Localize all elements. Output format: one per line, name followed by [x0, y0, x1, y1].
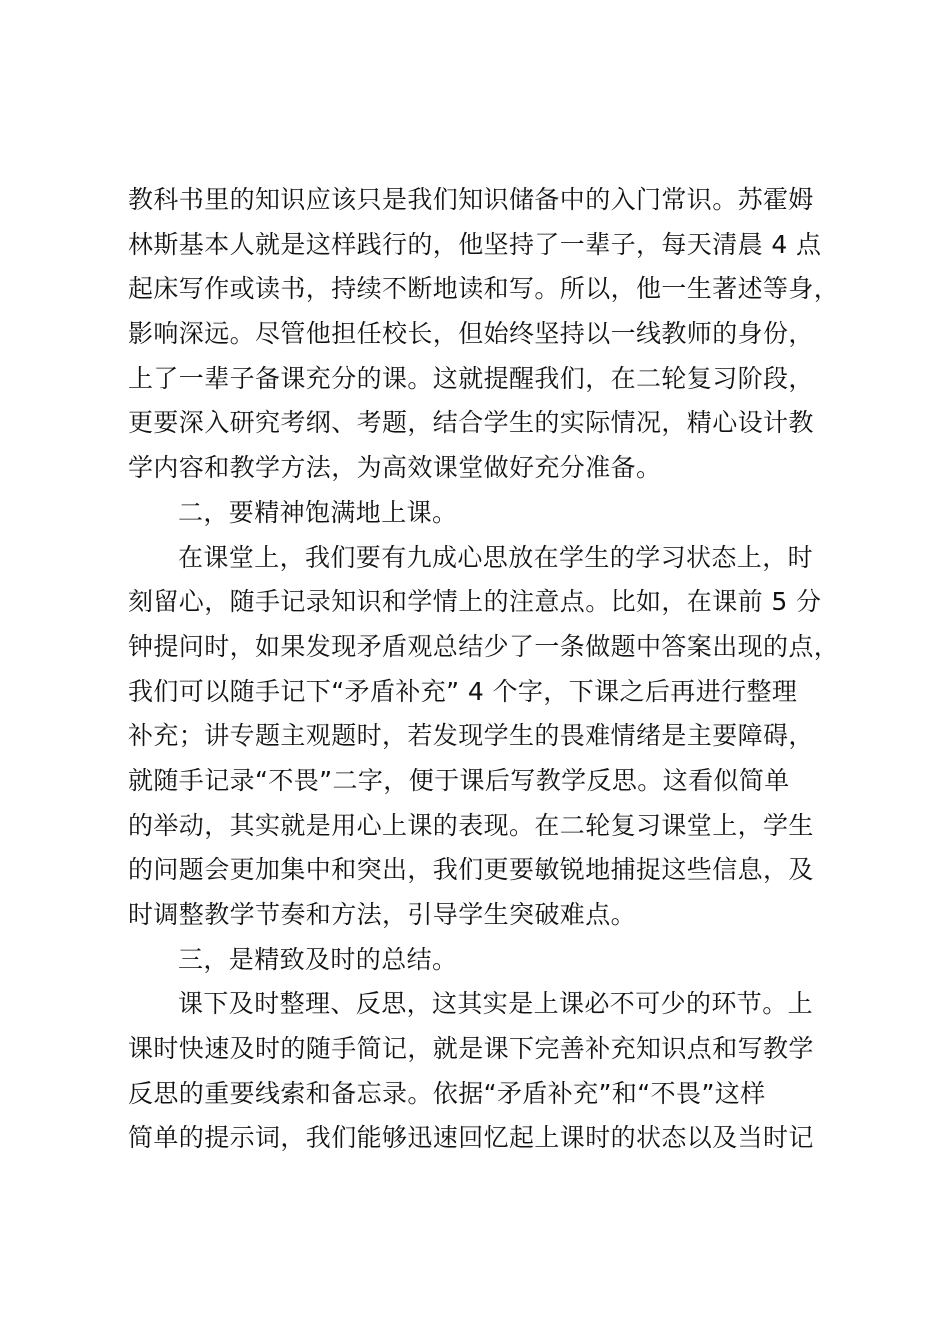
text-line: 我们可以随手记下“矛盾补充” 4 个字，下课之后再进行整理 — [128, 676, 798, 706]
text-line: 上了一辈子备课充分的课。这就提醒我们，在二轮复习阶段， — [128, 363, 814, 393]
body-text — [128, 178, 858, 1161]
text-line: 课下及时整理、反思，这其实是上课必不可少的环节。上 — [178, 989, 814, 1019]
text-line: 补充；讲专题主观题时，若发现学生的畏难情绪是主要障碍， — [128, 721, 814, 751]
text-line: 影响深远。尽管他担任校长，但始终坚持以一线教师的身份， — [128, 319, 814, 349]
text-line: 在课堂上，我们要有九成心思放在学生的学习状态上，时 — [178, 542, 814, 572]
section-heading: 三，是精致及时的总结。 — [178, 944, 458, 974]
text-line: 林斯基本人就是这样践行的，他坚持了一辈子，每天清晨 4 点 — [128, 229, 822, 259]
text-line: 教科书里的知识应该只是我们知识储备中的入门常识。苏霍姆 — [128, 185, 814, 214]
text-line: 学内容和教学方法，为高效课堂做好充分准备。 — [128, 453, 662, 483]
section-heading: 二，要精神饱满地上课。 — [178, 497, 458, 527]
text-line: 就随手记录“不畏”二字，便于课后写教学反思。这看似简单 — [128, 765, 790, 795]
text-line: 反思的重要线索和备忘录。依据“矛盾补充”和“不畏”这样 — [128, 1078, 766, 1108]
text-line: 更要深入研究考纲、考题，结合学生的实际情况，精心设计教 — [128, 408, 814, 438]
text-line: 的问题会更加集中和突出，我们更要敏锐地捕捉这些信息，及 — [128, 855, 814, 885]
text-line: 简单的提示词，我们能够迅速回忆起上课时的状态以及当时记 — [128, 1123, 814, 1153]
text-line: 钟提问时，如果发现矛盾观总结少了一条做题中答案出现的点， — [128, 631, 840, 661]
text-line: 课时快速及时的随手简记，就是课下完善补充知识点和写教学 — [128, 1034, 814, 1064]
text-line: 的举动，其实就是用心上课的表现。在二轮复习课堂上，学生 — [128, 810, 814, 840]
text-line: 时调整教学节奏和方法，引导学生突破难点。 — [128, 900, 637, 929]
text-line: 刻留心，随手记录知识和学情上的注意点。比如，在课前 5 分 — [128, 587, 822, 617]
text-line: 起床写作或读书，持续不断地读和写。所以，他一生著述等身， — [128, 274, 840, 304]
